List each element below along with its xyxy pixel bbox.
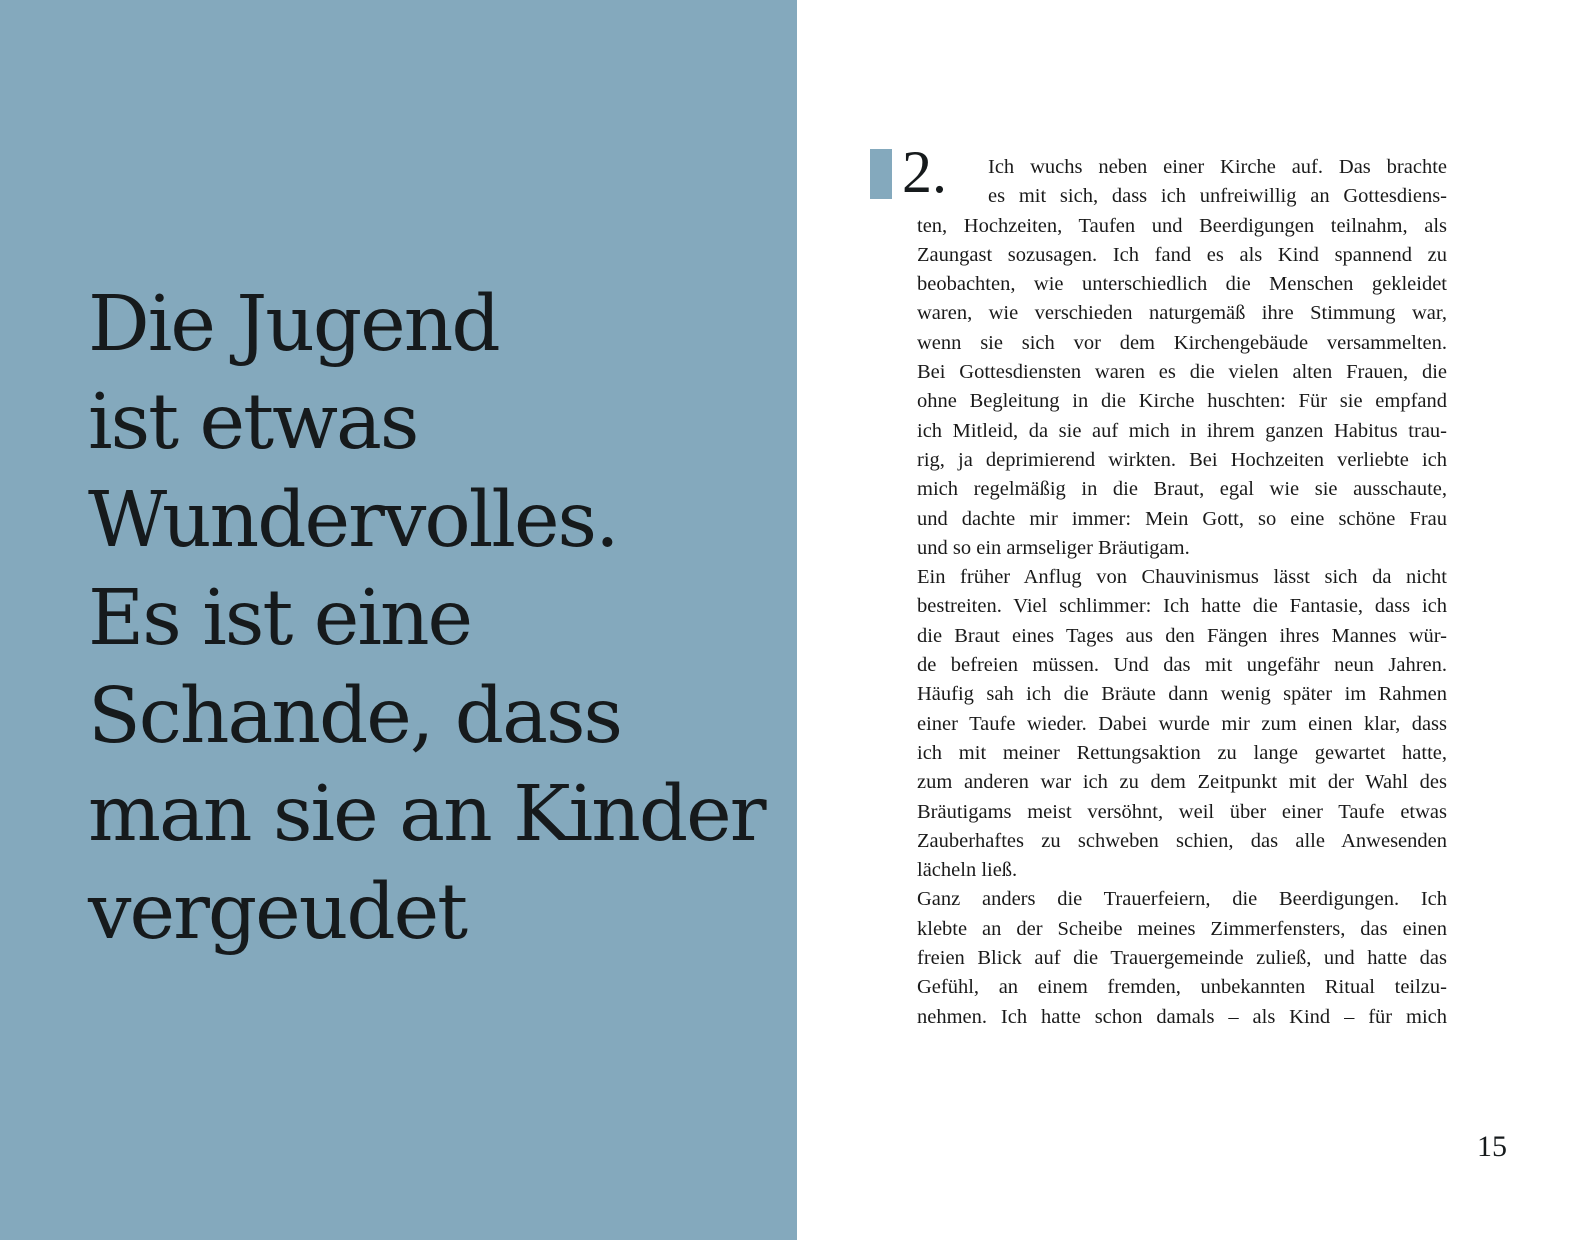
body-line: mich regelmäßig in die Braut, egal wie sie ausschaute, xyxy=(917,478,1447,501)
quote-line: Schande, dass xyxy=(88,672,622,761)
body-line: Zaungast sozusagen. Ich fand es als Kind spannend zu xyxy=(917,243,1447,266)
body-line: ich mit meiner Rettungsaktion zu lange gewartet hatte, xyxy=(917,741,1447,764)
body-line: freien Blick auf die Trauergemeinde zuließ, und hatte das xyxy=(917,947,1447,970)
body-line: ten, Hochzeiten, Taufen und Beerdigungen teilnahm, als xyxy=(917,214,1447,237)
body-line: rig, ja deprimierend wirkten. Bei Hochzeiten verliebte ich xyxy=(917,448,1447,471)
body-line: de befreien müssen. Und das mit ungefähr neun Jahren. xyxy=(917,654,1447,677)
body-line: und dachte mir immer: Mein Gott, so eine schöne Frau xyxy=(917,507,1447,530)
body-line: zum anderen war ich zu dem Zeitpunkt mit der Wahl des xyxy=(917,771,1447,794)
body-line: waren, wie verschieden naturgemäß ihre Stimmung war, xyxy=(917,302,1447,325)
quote-line: ist etwas xyxy=(88,378,418,467)
body-line: klebte an der Scheibe meines Zimmerfensters, das einen xyxy=(917,917,1447,940)
body-line: ich Mitleid, da sie auf mich in ihrem ganzen Habitus trau- xyxy=(917,419,1447,442)
right-page xyxy=(797,0,1594,1240)
page-number: 15 xyxy=(1477,1130,1507,1163)
body-line: nehmen. Ich hatte schon damals – als Kind – für mich xyxy=(917,1005,1447,1028)
body-line: Zauberhaftes zu schweben schien, das alle Anwesenden xyxy=(917,829,1447,852)
body-line: Ich wuchs neben einer Kirche auf. Das brachte xyxy=(988,156,1447,178)
body-line: die Braut eines Tages aus den Fängen ihres Mannes wür- xyxy=(917,624,1447,647)
body-line: bestreiten. Viel schlimmer: Ich hatte die Fantasie, dass ich xyxy=(917,595,1447,618)
body-line: Gefühl, an einem fremden, unbekannten Ritual teilzu- xyxy=(917,976,1447,999)
body-line: Bei Gottesdiensten waren es die vielen alten Frauen, die xyxy=(917,361,1447,384)
quote-line: Wundervolles. xyxy=(88,476,618,565)
body-line: Ein früher Anflug von Chauvinismus lässt sich da nicht xyxy=(917,566,1447,589)
body-line: es mit sich, dass ich unfreiwillig an Gottesdiens- xyxy=(988,185,1447,208)
pull-quote xyxy=(88,276,778,962)
quote-line: vergeudet xyxy=(88,868,467,957)
chapter-number: 2. xyxy=(902,139,947,205)
quote-line: man sie an Kinder xyxy=(88,770,765,859)
body-line: Ganz anders die Trauerfeiern, die Beerdigungen. Ich xyxy=(917,888,1447,911)
body-line: und so ein armseliger Bräutigam. xyxy=(917,536,1190,559)
quote-line: Die Jugend xyxy=(88,280,499,369)
body-text xyxy=(917,153,1447,1032)
body-line: Häufig sah ich die Bräute dann wenig später im Rahmen xyxy=(917,683,1447,706)
quote-line: Es ist eine xyxy=(88,574,472,663)
body-line: wenn sie sich vor dem Kirchengebäude versammelten. xyxy=(917,331,1447,354)
body-line: ohne Begleitung in die Kirche huschten: Für sie empfand xyxy=(917,390,1447,413)
chapter-marker-bar xyxy=(870,149,892,199)
body-line: lächeln ließ. xyxy=(917,859,1018,882)
body-line: beobachten, wie unterschiedlich die Menschen gekleidet xyxy=(917,273,1447,296)
body-line: Bräutigams meist versöhnt, weil über einer Taufe etwas xyxy=(917,800,1447,823)
body-line: einer Taufe wieder. Dabei wurde mir zum einen klar, dass xyxy=(917,712,1447,735)
